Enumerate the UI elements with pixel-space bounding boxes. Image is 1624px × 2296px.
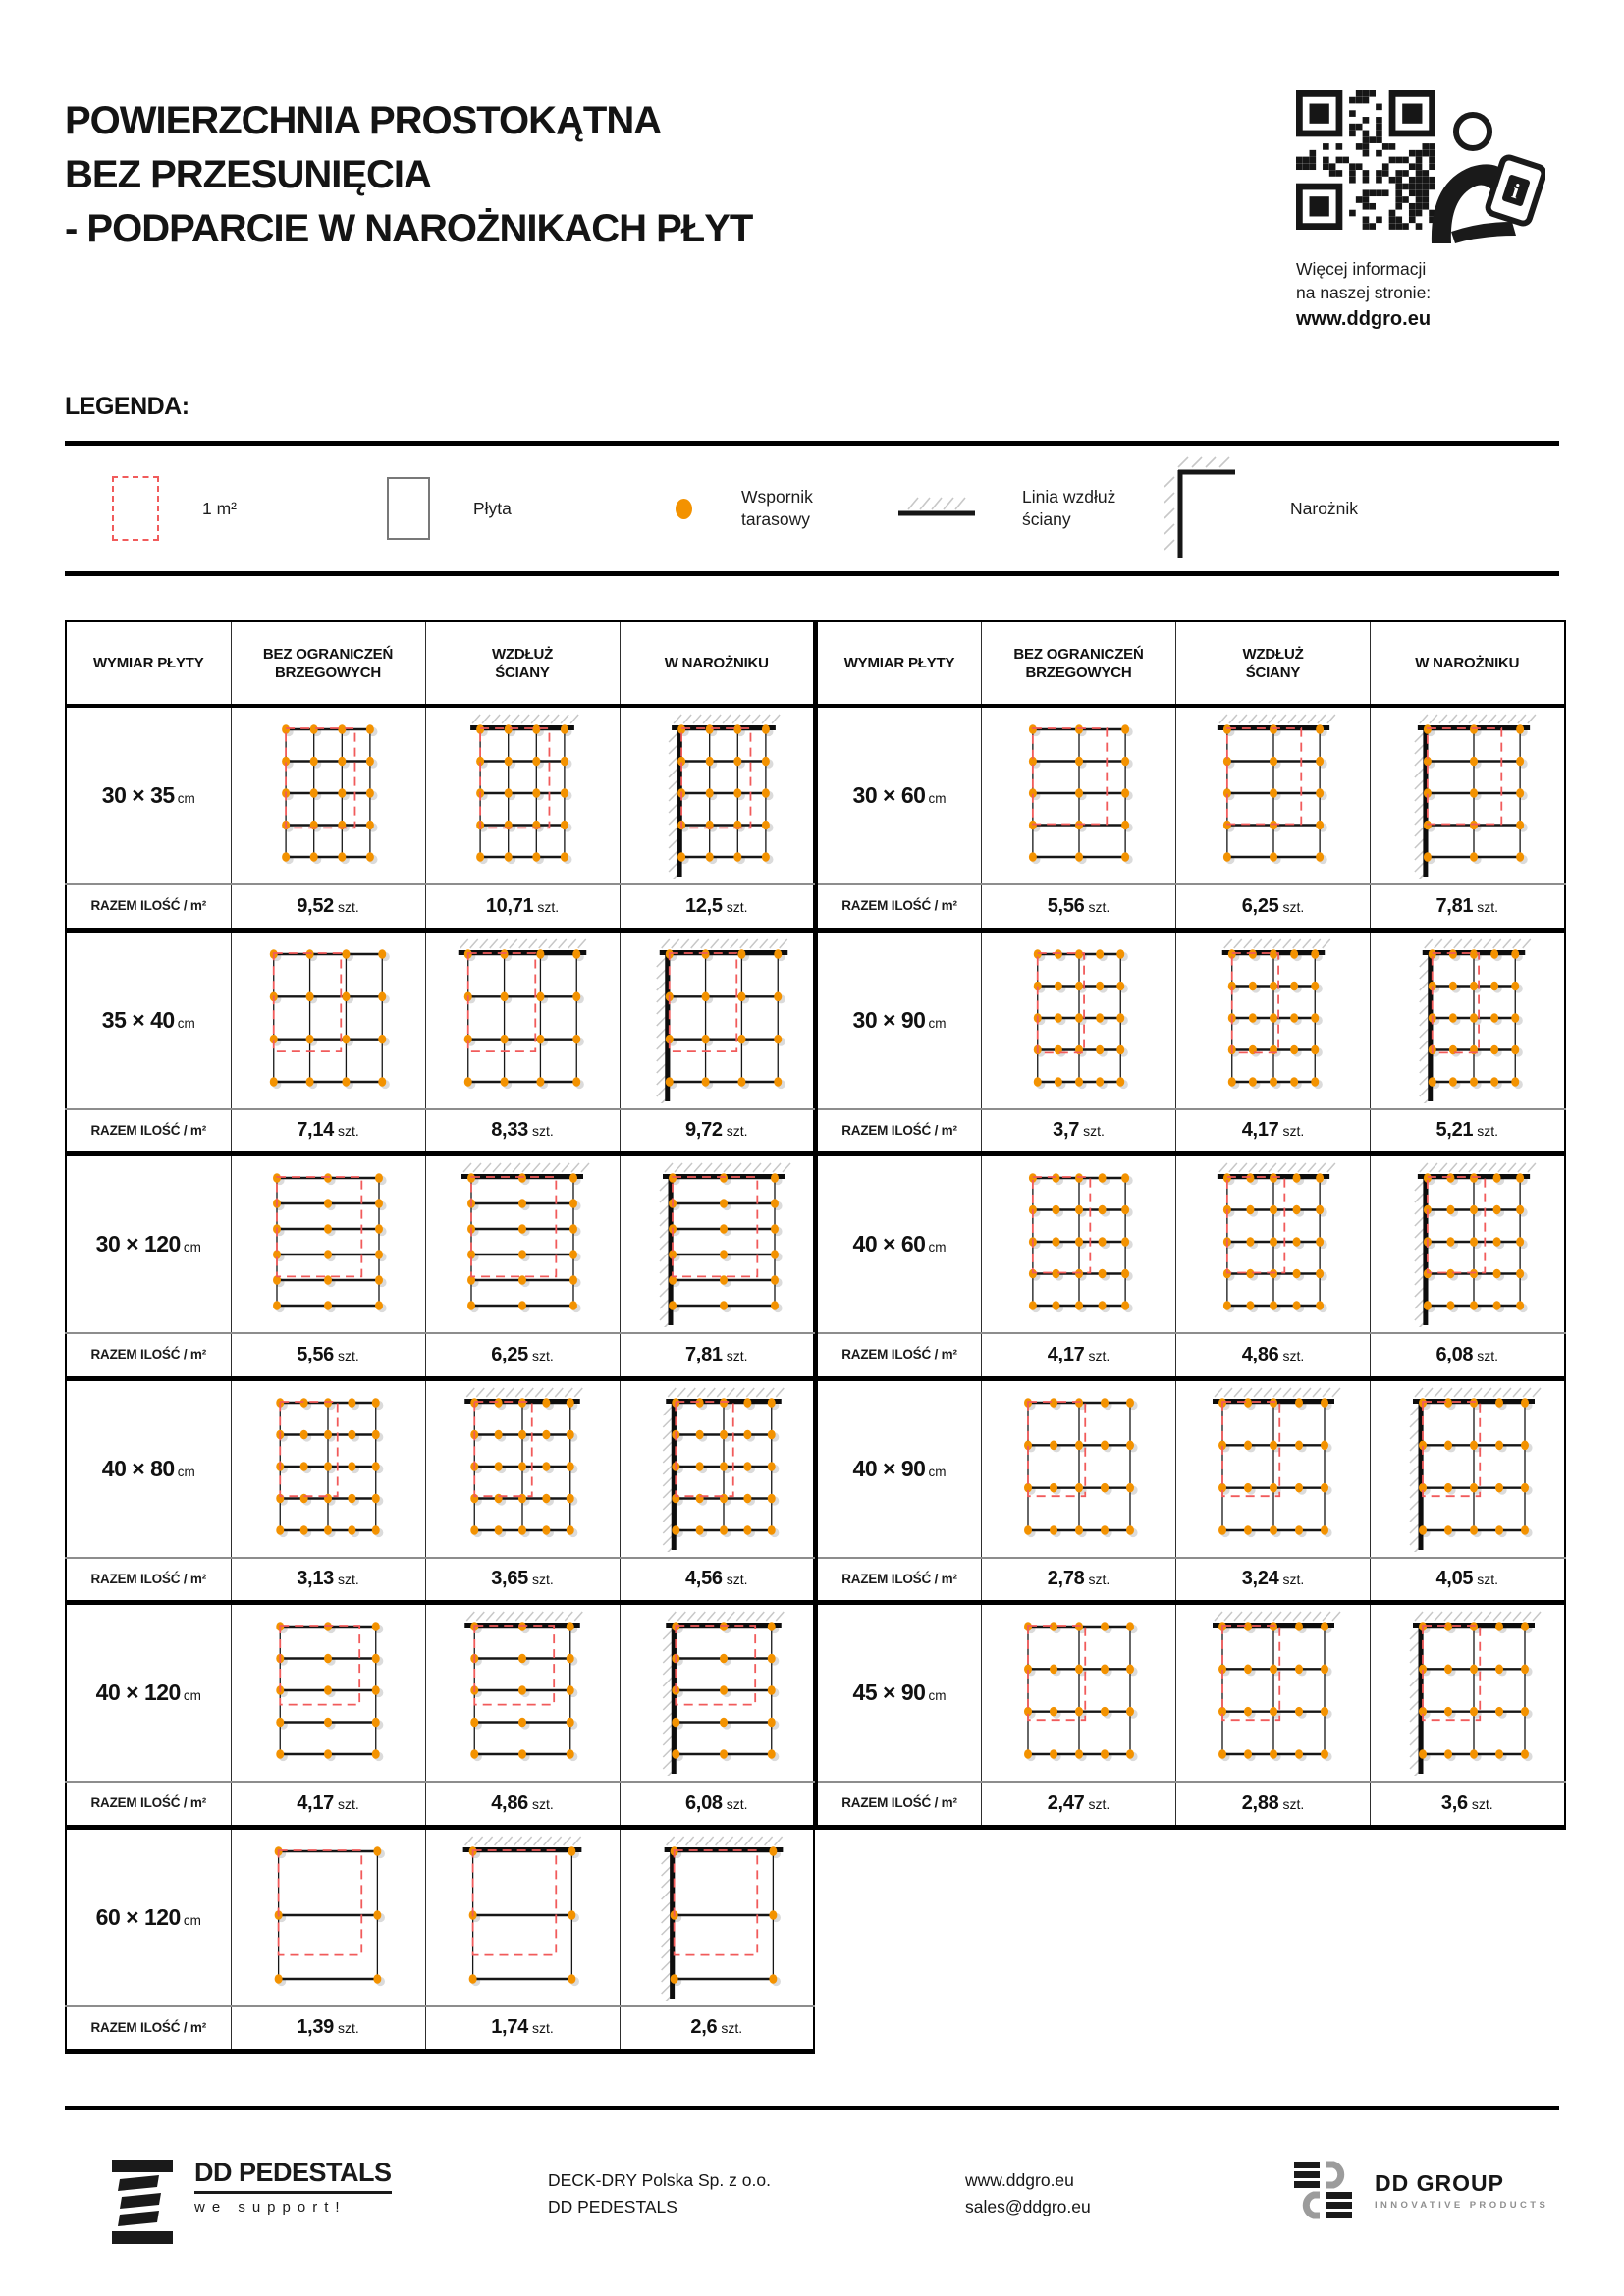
- layout-diagram: [630, 1830, 803, 2001]
- title-line-3: - PODPARCIE W NAROŻNIKACH PŁYT: [65, 207, 753, 250]
- diagram-cell-plain: [982, 1154, 1176, 1334]
- count-value: 4,86 szt.: [1176, 1333, 1371, 1378]
- diagram-cell-corner: [1371, 1603, 1565, 1783]
- dimension-cell: 30 × 35 cm: [66, 706, 231, 884]
- person-reading-icon: [1422, 106, 1545, 243]
- layout-diagram: [1187, 708, 1360, 879]
- dd-group-name: DD GROUP: [1375, 2169, 1504, 2196]
- count-value: 1,74 szt.: [425, 2006, 620, 2052]
- layout-diagram: [630, 1605, 803, 1776]
- diagram-cell-wall: [425, 930, 620, 1109]
- diagram-cell-corner: [1371, 930, 1565, 1109]
- diagram-cell-plain: [231, 1378, 425, 1558]
- column-header-1: BEZ OGRANICZEŃ BRZEGOWYCH: [231, 621, 425, 706]
- total-row-label: RAZEM ILOŚĆ / m²: [66, 2006, 231, 2052]
- dimension-cell: 60 × 120 cm: [66, 1827, 231, 2006]
- dimension-cell: 35 × 40 cm: [66, 930, 231, 1109]
- diagram-cell-corner: [620, 1603, 814, 1783]
- count-value: 6,08 szt.: [620, 1782, 814, 1827]
- layout-diagram: [436, 708, 609, 879]
- count-value: 4,17 szt.: [982, 1333, 1176, 1378]
- table-right: [815, 620, 1566, 1830]
- layout-diagram: [436, 1830, 609, 2001]
- count-value: 3,65 szt.: [425, 1558, 620, 1603]
- diagram-cell-plain: [982, 1603, 1176, 1783]
- count-value: 7,14 szt.: [231, 1109, 425, 1154]
- column-header-1: BEZ OGRANICZEŃ BRZEGOWYCH: [982, 621, 1176, 706]
- count-value: 6,08 szt.: [1371, 1333, 1565, 1378]
- total-row-label: RAZEM ILOŚĆ / m²: [66, 884, 231, 930]
- layout-diagram: [993, 1605, 1165, 1776]
- count-value: 7,81 szt.: [1371, 884, 1565, 930]
- count-value: 4,17 szt.: [231, 1782, 425, 1827]
- count-value: 1,39 szt.: [231, 2006, 425, 2052]
- total-row-label: RAZEM ILOŚĆ / m²: [66, 1333, 231, 1378]
- one-square-meter-icon: [112, 476, 159, 541]
- layout-diagram: [1380, 1605, 1553, 1776]
- layout-diagram: [630, 1381, 803, 1552]
- diagram-cell-wall: [425, 1378, 620, 1558]
- layout-diagram: [1187, 1381, 1360, 1552]
- dd-pedestals-logo-icon: [110, 2158, 179, 2248]
- dimension-cell: 40 × 90 cm: [817, 1378, 982, 1558]
- layout-diagram: [242, 1830, 414, 2001]
- count-value: 8,33 szt.: [425, 1109, 620, 1154]
- diagram-cell-wall: [1176, 930, 1371, 1109]
- count-value: 3,13 szt.: [231, 1558, 425, 1603]
- legend-item-pedestal: Wspornik tarasowy: [676, 446, 849, 571]
- legend-item-plate: Płyta: [387, 446, 512, 571]
- corner-icon: [1163, 455, 1239, 561]
- count-value: 3,7 szt.: [982, 1109, 1176, 1154]
- count-value: 5,21 szt.: [1371, 1109, 1565, 1154]
- layout-diagram: [242, 1156, 414, 1327]
- layout-diagram: [1187, 933, 1360, 1103]
- total-row-label: RAZEM ILOŚĆ / m²: [817, 1782, 982, 1827]
- count-value: 2,47 szt.: [982, 1782, 1176, 1827]
- count-value: 2,6 szt.: [620, 2006, 814, 2052]
- dd-group-logo-icon: [1294, 2160, 1357, 2220]
- count-value: 4,05 szt.: [1371, 1558, 1565, 1603]
- diagram-cell-plain: [982, 1378, 1176, 1558]
- diagram-cell-wall: [1176, 1154, 1371, 1334]
- footer-website-link[interactable]: www.ddgro.eu: [965, 2170, 1074, 2190]
- layout-diagram: [993, 708, 1165, 879]
- diagram-cell-plain: [231, 706, 425, 884]
- column-header-2: WZDŁUŻ ŚCIANY: [425, 621, 620, 706]
- layout-diagram: [630, 933, 803, 1103]
- diagram-cell-wall: [1176, 706, 1371, 884]
- legend-item-1m2: 1 m²: [112, 446, 237, 571]
- diagram-cell-wall: [425, 706, 620, 884]
- layout-diagram: [1380, 933, 1553, 1103]
- diagram-cell-wall: [1176, 1378, 1371, 1558]
- layout-diagram: [1187, 1156, 1360, 1327]
- count-value: 9,52 szt.: [231, 884, 425, 930]
- diagram-cell-plain: [231, 1827, 425, 2006]
- count-value: 2,78 szt.: [982, 1558, 1176, 1603]
- layout-diagram: [993, 1381, 1165, 1552]
- count-value: 2,88 szt.: [1176, 1782, 1371, 1827]
- diagram-cell-plain: [231, 1154, 425, 1334]
- diagram-cell-corner: [620, 1154, 814, 1334]
- layout-diagram: [436, 1605, 609, 1776]
- diagram-cell-corner: [1371, 706, 1565, 884]
- column-header-3: W NAROŻNIKU: [1371, 621, 1565, 706]
- count-value: 5,56 szt.: [231, 1333, 425, 1378]
- layout-diagram: [436, 933, 609, 1103]
- count-value: 3,6 szt.: [1371, 1782, 1565, 1827]
- footer-divider: [65, 2106, 1559, 2110]
- layout-diagram: [993, 933, 1165, 1103]
- dimension-cell: 30 × 60 cm: [817, 706, 982, 884]
- layout-diagram: [436, 1381, 609, 1552]
- diagram-cell-corner: [1371, 1154, 1565, 1334]
- dd-pedestals-logo: [110, 2158, 392, 2248]
- diagram-cell-plain: [231, 1603, 425, 1783]
- layout-diagram: [242, 1381, 414, 1552]
- count-value: 10,71 szt.: [425, 884, 620, 930]
- layout-diagram: [1380, 1156, 1553, 1327]
- layout-diagram: [436, 1156, 609, 1327]
- diagram-cell-wall: [1176, 1603, 1371, 1783]
- layout-diagram: [1187, 1605, 1360, 1776]
- layout-diagram: [630, 1156, 803, 1327]
- total-row-label: RAZEM ILOŚĆ / m²: [66, 1558, 231, 1603]
- total-row-label: RAZEM ILOŚĆ / m²: [817, 1333, 982, 1378]
- count-value: 4,17 szt.: [1176, 1109, 1371, 1154]
- more-info-text: Więcej informacji na naszej stronie:: [1296, 259, 1432, 302]
- total-row-label: RAZEM ILOŚĆ / m²: [66, 1782, 231, 1827]
- layout-diagram: [1380, 1381, 1553, 1552]
- diagram-cell-corner: [620, 1378, 814, 1558]
- dd-pedestals-name: DD PEDESTALS: [194, 2158, 392, 2194]
- title-line-1: POWIERZCHNIA PROSTOKĄTNA: [65, 99, 662, 142]
- diagram-cell-corner: [620, 706, 814, 884]
- title-line-2: BEZ PRZESUNIĘCIA: [65, 153, 431, 196]
- diagram-cell-wall: [425, 1827, 620, 2006]
- count-value: 3,24 szt.: [1176, 1558, 1371, 1603]
- dimension-cell: 45 × 90 cm: [817, 1603, 982, 1783]
- total-row-label: RAZEM ILOŚĆ / m²: [817, 1109, 982, 1154]
- svg-text:i: i: [1509, 178, 1523, 204]
- total-row-label: RAZEM ILOŚĆ / m²: [817, 884, 982, 930]
- contact-info: [965, 2167, 1091, 2220]
- layout-diagram: [1380, 708, 1553, 879]
- pedestal-count-tables: [65, 620, 1566, 2054]
- column-header-2: WZDŁUŻ ŚCIANY: [1176, 621, 1371, 706]
- page-title: [65, 94, 752, 256]
- legend-strip: [65, 441, 1559, 576]
- column-header-3: W NAROŻNIKU: [620, 621, 814, 706]
- count-value: 4,56 szt.: [620, 1558, 814, 1603]
- dd-pedestals-tagline: we support!: [194, 2199, 347, 2216]
- pedestal-dot-icon: [676, 499, 692, 519]
- dd-group-logo: [1294, 2160, 1548, 2220]
- diagram-cell-wall: [425, 1603, 620, 1783]
- qr-code-icon: [1296, 90, 1435, 230]
- diagram-cell-corner: [1371, 1378, 1565, 1558]
- layout-diagram: [630, 708, 803, 879]
- count-value: 6,25 szt.: [425, 1333, 620, 1378]
- count-value: 4,86 szt.: [425, 1782, 620, 1827]
- count-value: 12,5 szt.: [620, 884, 814, 930]
- wall-line-icon: [894, 492, 979, 525]
- count-value: 7,81 szt.: [620, 1333, 814, 1378]
- dd-group-tagline: INNOVATIVE PRODUCTS: [1375, 2199, 1549, 2211]
- diagram-cell-corner: [620, 1827, 814, 2006]
- legend-item-wall-line: Linia wzdłuż ściany: [894, 446, 1150, 571]
- legend-item-corner: Narożnik: [1163, 446, 1358, 571]
- count-value: 6,25 szt.: [1176, 884, 1371, 930]
- layout-diagram: [242, 708, 414, 879]
- total-row-label: RAZEM ILOŚĆ / m²: [66, 1109, 231, 1154]
- diagram-cell-plain: [231, 930, 425, 1109]
- dimension-cell: 30 × 120 cm: [66, 1154, 231, 1334]
- layout-diagram: [242, 1605, 414, 1776]
- footer-email-link[interactable]: sales@ddgro.eu: [965, 2197, 1091, 2216]
- column-header-0: WYMIAR PŁYTY: [817, 621, 982, 706]
- diagram-cell-plain: [982, 706, 1176, 884]
- count-value: 9,72 szt.: [620, 1109, 814, 1154]
- dimension-cell: 40 × 80 cm: [66, 1378, 231, 1558]
- diagram-cell-plain: [982, 930, 1176, 1109]
- total-row-label: RAZEM ILOŚĆ / m²: [817, 1558, 982, 1603]
- company-info: DECK-DRY Polska Sp. z o.o. DD PEDESTALS: [548, 2170, 771, 2216]
- layout-diagram: [993, 1156, 1165, 1327]
- website-url: www.ddgro.eu: [1296, 308, 1432, 330]
- count-value: 5,56 szt.: [982, 884, 1176, 930]
- dimension-cell: 40 × 120 cm: [66, 1603, 231, 1783]
- dimension-cell: 40 × 60 cm: [817, 1154, 982, 1334]
- table-left: [65, 620, 815, 2054]
- plate-icon: [387, 477, 430, 540]
- diagram-cell-corner: [620, 930, 814, 1109]
- layout-diagram: [242, 933, 414, 1103]
- column-header-0: WYMIAR PŁYTY: [66, 621, 231, 706]
- diagram-cell-wall: [425, 1154, 620, 1334]
- legend-heading: LEGENDA:: [65, 393, 189, 420]
- qr-info-block: [1296, 88, 1559, 331]
- dimension-cell: 30 × 90 cm: [817, 930, 982, 1109]
